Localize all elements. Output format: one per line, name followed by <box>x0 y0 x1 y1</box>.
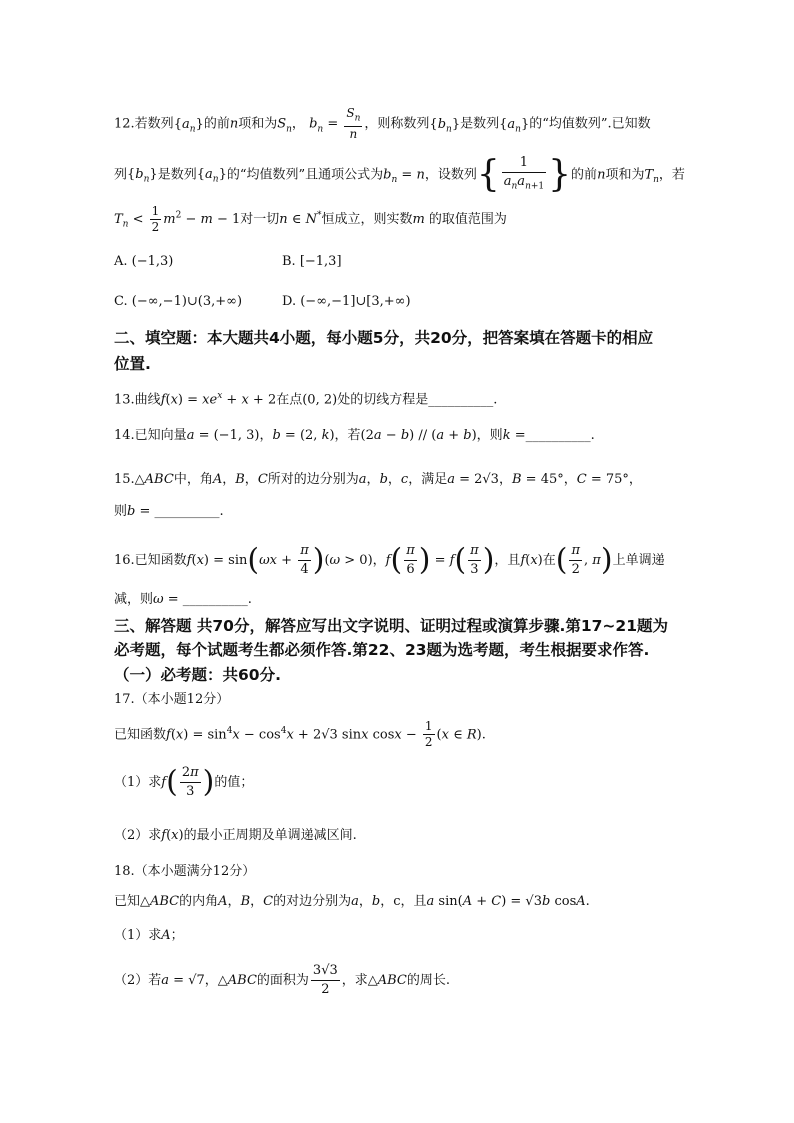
q16-line1: 16.已知函数f(x) = sin(ωx + $\frac{\pi}{4}$ )(ω > 0)，f( $\frac{\pi}{6}$ ) = f( $\frac{\pi}{3}$ )，且f(x)在( $\frac{\pi}{2}$ , π)上单调递 <box>114 542 665 578</box>
q12-option-c: C. (−∞,−1)∪(3,+∞) <box>114 294 243 309</box>
q18-part1: （1）求A； <box>114 928 184 943</box>
q14: 14.已知向量a = (−1, 3)，b = (2, k)，若(2a − b) // (a + b)，则k =__________. <box>114 428 595 443</box>
section-3-heading: 三、解答题 共70分，解答应写出文字说明、证明过程或演算步骤.第17~21题为 <box>114 617 668 635</box>
fraction: $\frac{1}{2}$ <box>424 719 433 750</box>
q16-line2: 减，则ω = __________. <box>114 592 252 607</box>
fraction: $\frac{S_n}{n}$ <box>346 106 361 142</box>
q12-line1: 12.若数列$\{a_n\}$的前n项和为$S_n$， $b_n$ = $\frac{S_n}{n}$ ，则称数列$\{b_n\}$是数列$\{a_n\}$的“均值数列”.已知数 <box>114 106 651 142</box>
section-2-heading: 二、填空题：本大题共4小题，每小题5分，共20分，把答案填在答题卡的相应 <box>114 329 654 347</box>
section-2-heading-cont: 位置. <box>114 355 151 373</box>
fraction: $\frac{2\pi}{3}$ <box>181 765 199 799</box>
fraction: $\frac{1}{a_na_{n+1}}$ <box>503 155 545 192</box>
section-3-heading-cont: 必考题，每个试题考生都必须作答.第22、23题为选考题，考生根据要求作答. <box>114 641 650 659</box>
q17-title: 17.（本小题12分） <box>114 692 230 707</box>
q12-line3: $T_n$ < $\frac{1}{2}$ $m^2 - m - 1$对一切n ∈ N*恒成立，则实数m 的取值范围为 <box>114 204 507 234</box>
q15-line2: 则b = __________. <box>114 504 224 519</box>
q15-line1: 15.△ABC中，角A，B，C所对的边分别为a，b，c，满足a = 2√3，B = 45°，C = 75°， <box>114 472 642 487</box>
fraction: $\frac{1}{2}$ <box>151 204 160 234</box>
fraction: $\frac{\pi}{6}$ <box>406 543 415 577</box>
fraction: $\frac{\pi}{3}$ <box>470 543 479 577</box>
q18-title: 18.（本小题满分12分） <box>114 864 256 879</box>
q12-option-d: D. (−∞,−1]∪[3,+∞) <box>282 294 411 309</box>
q12-option-a: A. (−1,3) <box>114 254 174 269</box>
section-3-subheading: （一）必考题：共60分. <box>114 666 281 684</box>
q12-option-b: B. [−1,3] <box>282 254 342 269</box>
q17-part1: （1）求f( $\frac{2\pi}{3}$ )的值； <box>114 764 254 800</box>
fraction: $\frac{3√3}{2}$ <box>312 963 338 997</box>
q17-stem: 已知函数$f(x) = \sin^4x - \cos^4x + 2√3$ sinx cosx − $\frac{1}{2}$ (x ∈ R). <box>114 719 486 750</box>
q18-stem: 已知△ABC的内角A，B，C的对边分别为a，b，c，且a sin(A + C) = √3b cosA. <box>114 894 590 909</box>
q12-line2: 列$\{b_n\}$是数列$\{a_n\}$的“均值数列”且通项公式为$b_n = n$，设数列{ $\frac{1}{a_na_{n+1}}$ }的前n项和为$T_n$，若 <box>114 153 685 195</box>
q13: 13.曲线$f(x) = xe^x + x + 2$在点(0, 2)处的切线方程是__________. <box>114 391 498 408</box>
fraction: $\frac{\pi}{4}$ <box>300 543 309 577</box>
q12-text: 12.若数列 <box>114 116 174 132</box>
q17-part2: （2）求f(x)的最小正周期及单调递减区间. <box>114 828 357 843</box>
q18-part2: （2）若a = √7，△ABC的面积为 $\frac{3√3}{2}$ ，求△ABC的周长. <box>114 963 451 997</box>
fraction: $\frac{\pi}{2}$ <box>571 543 581 577</box>
